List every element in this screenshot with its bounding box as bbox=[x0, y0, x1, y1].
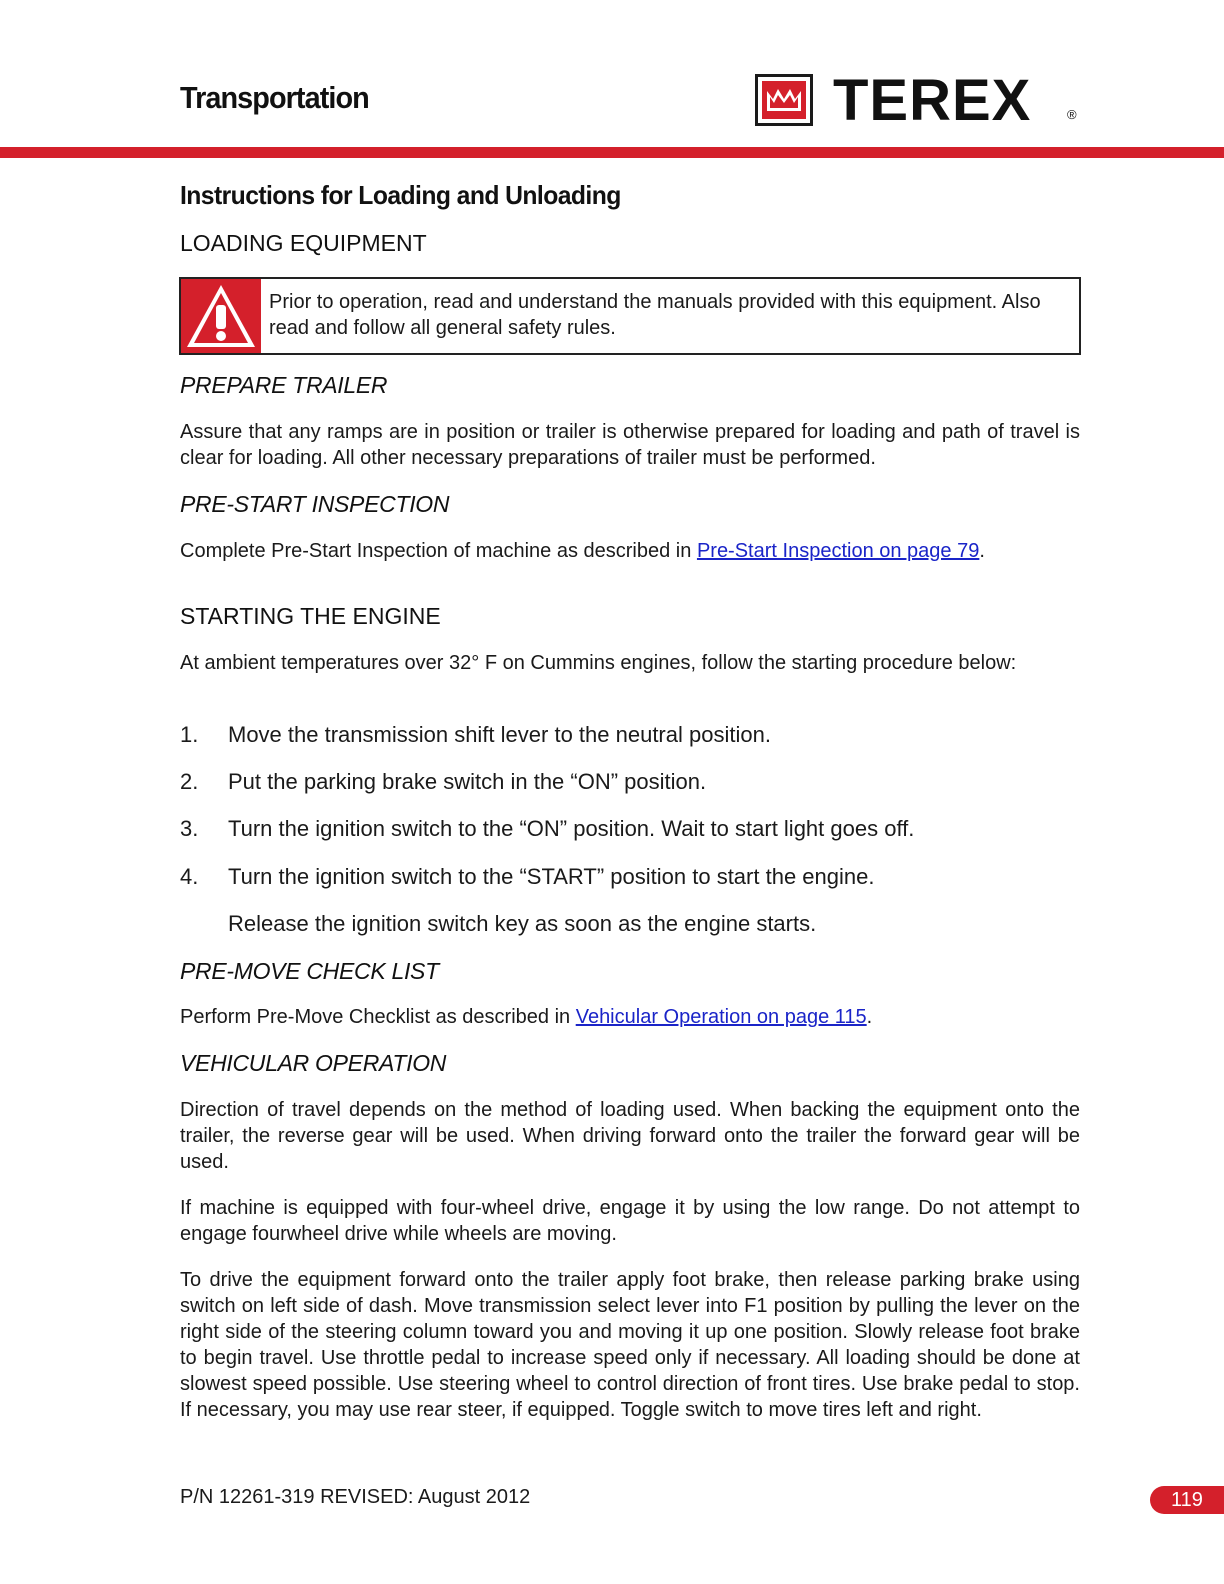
step-text: Move the transmission shift lever to the neutral position. bbox=[228, 722, 771, 747]
vehicular-paragraph-1: Direction of travel depends on the method of loading used. When backing the equipment onto the trailer, the reverse gear will be used. When driving forward onto the trailer the forward gear will be used. bbox=[180, 1099, 1080, 1173]
terex-logo bbox=[755, 68, 1085, 133]
step-text: Turn the ignition switch to the “START” position to start the engine. bbox=[228, 864, 875, 889]
heading-starting-engine: STARTING THE ENGINE bbox=[180, 603, 441, 629]
terex-wordmark: TEREX bbox=[833, 68, 1032, 133]
registered-mark: ® bbox=[1067, 107, 1077, 122]
link-vehicular-operation[interactable]: Vehicular Operation on page 115 bbox=[575, 1006, 867, 1028]
pre-move-text-after: . bbox=[866, 1006, 873, 1028]
step-number: 3. bbox=[180, 816, 199, 841]
step-number: 1. bbox=[180, 722, 199, 747]
pre-move-text bbox=[180, 1004, 1080, 1030]
starting-engine-intro: At ambient temperatures over 32° F on Cummins engines, follow the starting procedure below: bbox=[180, 652, 1017, 674]
page-number-badge: 119 bbox=[1150, 1486, 1224, 1514]
prepare-trailer-text: Assure that any ramps are in position or trailer is otherwise prepared for loading and path of travel is clear for loading. All other necessary preparations of trailer must be performed. bbox=[180, 421, 1080, 469]
pre-start-text-after: . bbox=[979, 540, 985, 562]
pre-start-text-before: Complete Pre-Start Inspection of machine as described in bbox=[180, 540, 697, 562]
page-header-title: Transportation bbox=[180, 80, 369, 115]
pre-start-text bbox=[180, 538, 1080, 564]
link-pre-start-inspection[interactable]: Pre-Start Inspection on page 79 bbox=[696, 540, 980, 562]
warning-text: Prior to operation, read and understand the manuals provided with this equipment. Also read and follow all general safety rules. bbox=[269, 291, 1041, 339]
heading-pre-move-check-list: PRE-MOVE CHECK LIST bbox=[180, 958, 439, 984]
warning-triangle-icon bbox=[181, 279, 261, 353]
step-text: Turn the ignition switch to the “ON” position. Wait to start light goes off. bbox=[228, 816, 915, 841]
vehicular-paragraph-2: If machine is equipped with four-wheel drive, engage it by using the low range. Do not attempt to engage fourwheel drive while wheels are moving. bbox=[180, 1197, 1080, 1245]
step-number: 4. bbox=[180, 864, 199, 889]
step-text: Put the parking brake switch in the “ON” position. bbox=[228, 769, 707, 794]
heading-prepare-trailer: PREPARE TRAILER bbox=[180, 372, 388, 398]
safety-warning-box bbox=[179, 277, 1081, 355]
terex-crown-icon bbox=[755, 74, 813, 126]
header-divider bbox=[0, 147, 1224, 158]
heading-loading-equipment: LOADING EQUIPMENT bbox=[180, 230, 427, 256]
pre-move-text-before: Perform Pre-Move Checklist as described in bbox=[180, 1006, 576, 1028]
heading-pre-start-inspection: PRE-START INSPECTION bbox=[180, 491, 450, 517]
step-note-text: Release the ignition switch key as soon as the engine starts. bbox=[228, 911, 817, 936]
step-number: 2. bbox=[180, 769, 199, 794]
footer-part-number: P/N 12261-319 REVISED: August 2012 bbox=[180, 1486, 531, 1508]
heading-vehicular-operation: VEHICULAR OPERATION bbox=[180, 1050, 447, 1076]
vehicular-paragraph-3: To drive the equipment forward onto the trailer apply foot brake, then release parking brake using switch on left side of dash. Move transmission select lever into F1 position by pulling the lever on the right side of the steering column toward you and moving it up one position. Slowly release foot brake to begin travel. Use throttle pedal to increase speed only if necessary. All loading should be done at slowest speed possible. Use steering wheel to control direction of front tires. Use brake pedal to stop. If necessary, you may use rear steer, if equipped. Toggle switch to move tires left and right. bbox=[180, 1269, 1080, 1421]
section-title: Instructions for Loading and Unloading bbox=[180, 180, 621, 210]
